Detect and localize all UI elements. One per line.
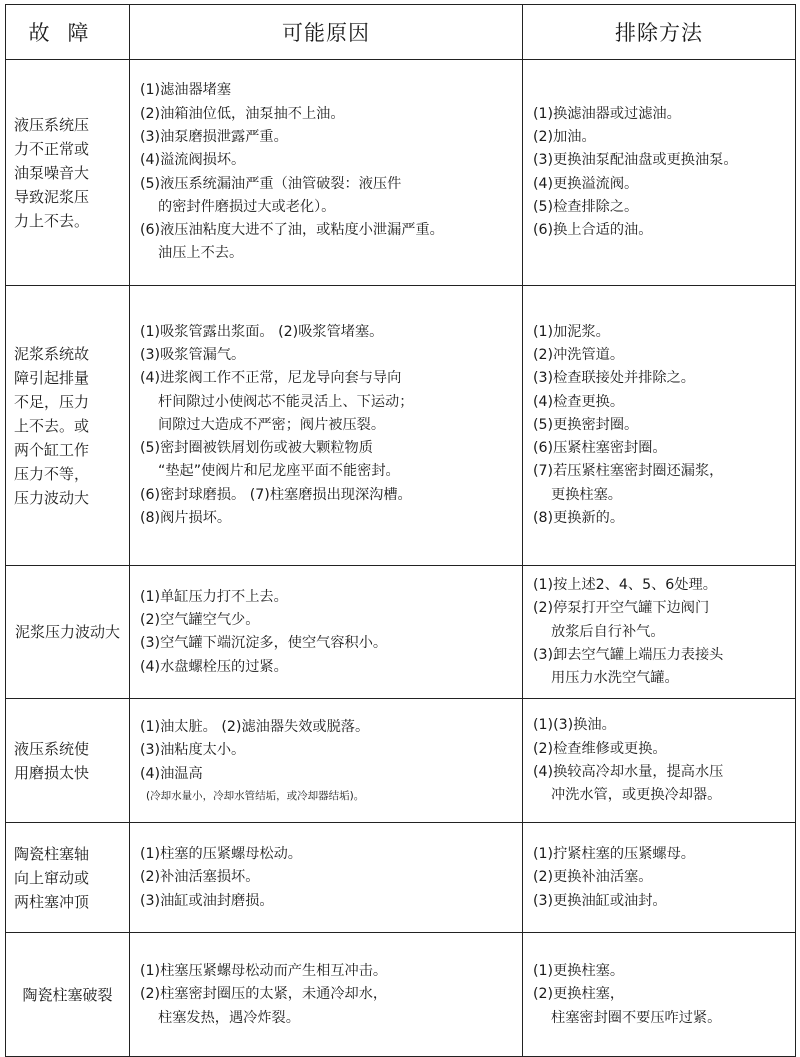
fault-text bbox=[15, 620, 120, 644]
cause-line: (2)柱塞密封圈压的太紧，未通冷却水， bbox=[140, 986, 388, 1003]
fix-cell bbox=[523, 823, 796, 933]
cause-line: (3)空气罐下端沉淀多，使空气容积小。 bbox=[140, 635, 388, 652]
fault-cell bbox=[6, 286, 130, 566]
fix-cell bbox=[523, 699, 796, 823]
cause-line: (4)进浆阀工作不正常，尼龙导向套与导向 bbox=[140, 370, 402, 387]
cause-line: 杆间隙过小使阀芯不能灵活上、下运动； bbox=[158, 393, 414, 410]
fault-line: 塞破裂 bbox=[67, 985, 113, 1004]
fault-line: 液压系统使 bbox=[14, 739, 90, 758]
fault-line: 向上窜动或 bbox=[14, 868, 90, 887]
fix-line: (2)更换柱塞， bbox=[533, 986, 625, 1003]
cause-line: (6)液压油粘度大进不了油，或粘度小泄漏严重。 bbox=[140, 222, 444, 239]
table-row bbox=[6, 699, 796, 823]
cause-line: (4)溢流阀损坏。 bbox=[140, 152, 246, 169]
header-row bbox=[6, 5, 796, 60]
cause-line: (5)液压系统漏油严重（油管破裂：液压件 bbox=[140, 175, 402, 192]
cause-line: (1)柱塞压紧螺母松动而产生相互冲击。 bbox=[140, 963, 388, 980]
fix-line: 放浆后自行补气。 bbox=[551, 623, 665, 640]
fault-line: 力不正常或 bbox=[14, 139, 90, 158]
cause-line: (3)油缸或油封磨损。 bbox=[140, 892, 274, 909]
fault-line: 压力不等， bbox=[14, 464, 90, 483]
troubleshooting-table bbox=[5, 4, 796, 1057]
fix-line: (4)更换溢流阀。 bbox=[533, 175, 639, 192]
fix-line: (2)冲洗管道。 bbox=[533, 346, 625, 363]
fix-cell bbox=[523, 286, 796, 566]
cause-line: (6)密封球磨损。 (7)柱塞磨损出现深沟槽。 bbox=[140, 486, 412, 503]
fault-text bbox=[22, 983, 112, 1007]
fix-line: (6)压紧柱塞密封圈。 bbox=[533, 440, 667, 457]
fault-cell bbox=[6, 699, 130, 823]
fault-line: 导致泥浆压 bbox=[14, 187, 90, 206]
fix-line: 柱塞密封圈不要压咋过紧。 bbox=[551, 1009, 722, 1026]
cause-cell bbox=[130, 286, 523, 566]
fix-line: (8)更换新的。 bbox=[533, 510, 625, 527]
cause-line: (2)油箱油位低，油泵抽不上油。 bbox=[140, 105, 345, 122]
fault-text bbox=[14, 113, 121, 233]
fix-line: (1)按上述2、4、5、6处理。 bbox=[533, 577, 717, 593]
cause-cell bbox=[130, 566, 523, 699]
fault-line: 两个缸工作 bbox=[14, 440, 90, 459]
fix-line: (1)更换柱塞。 bbox=[533, 963, 625, 980]
fix-line: 更换柱塞。 bbox=[551, 486, 622, 503]
fix-line: (2)停泵打开空气罐下边阀门 bbox=[533, 600, 710, 617]
fix-cell bbox=[523, 60, 796, 286]
fault-cell bbox=[6, 823, 130, 933]
cause-cell bbox=[130, 823, 523, 933]
fault-line: 上不去。或 bbox=[14, 416, 90, 435]
fault-line: 陶瓷柱 bbox=[22, 985, 68, 1004]
cause-line: (1)单缸压力打不上去。 bbox=[140, 588, 288, 605]
table-row bbox=[6, 823, 796, 933]
fix-line: (2)更换补油活塞。 bbox=[533, 869, 653, 886]
table-row bbox=[6, 286, 796, 566]
header-cause: 可能原因 bbox=[130, 5, 523, 60]
fix-line: (5)检查排除之。 bbox=[533, 198, 639, 215]
fix-line: (1)拧紧柱塞的压紧螺母。 bbox=[533, 846, 695, 863]
table-row bbox=[6, 933, 796, 1057]
cause-line: 间隙过大造成不严密；阀片被压裂。 bbox=[158, 416, 386, 433]
cause-line: “垫起”使阀片和尼龙座平面不能密封。 bbox=[158, 463, 400, 480]
cause-line: (4)油温高 bbox=[140, 765, 203, 782]
fix-line: (5)更换密封圈。 bbox=[533, 416, 639, 433]
fix-line: 冲洗水管，或更换冷却器。 bbox=[551, 787, 722, 804]
fault-cell bbox=[6, 933, 130, 1057]
cause-line: (1)吸浆管露出浆面。 (2)吸浆管堵塞。 bbox=[140, 323, 384, 340]
cause-line: (3)吸浆管漏气。 bbox=[140, 346, 246, 363]
fix-cell bbox=[523, 933, 796, 1057]
fix-line: (2)检查维修或更换。 bbox=[533, 740, 667, 757]
cause-line: (冷却水量小，冷却水管结垢，或冷却器结垢)。 bbox=[146, 789, 365, 802]
fix-line: 用压力水洗空气罐。 bbox=[551, 670, 679, 687]
cause-line: 的密封件磨损过大或老化）。 bbox=[158, 198, 336, 215]
fault-text bbox=[14, 842, 121, 914]
fix-line: (3)更换油缸或油封。 bbox=[533, 892, 667, 909]
fix-line: (7)若压紧柱塞密封圈还漏浆， bbox=[533, 463, 724, 480]
fault-cell bbox=[6, 60, 130, 286]
fault-line: 油泵噪音大 bbox=[14, 163, 90, 182]
fault-text bbox=[14, 737, 121, 785]
fix-line: (1)加泥浆。 bbox=[533, 323, 610, 340]
cause-line: (1)滤油器堵塞 bbox=[140, 82, 232, 99]
header-fault: 故障 bbox=[6, 5, 130, 60]
cause-cell bbox=[130, 699, 523, 823]
cause-line: (1)油太脏。 (2)滤油器失效或脱落。 bbox=[140, 719, 370, 736]
fault-line: 液压系统压 bbox=[14, 115, 90, 134]
cause-line: (1)柱塞的压紧螺母松动。 bbox=[140, 846, 302, 863]
cause-cell bbox=[130, 60, 523, 286]
fault-line: 压力波动大 bbox=[14, 488, 90, 507]
fault-line: 力上不去。 bbox=[14, 211, 90, 230]
fix-line: (3)更换油泵配油盘或更换油泵。 bbox=[533, 152, 738, 169]
fault-line: 用磨损太快 bbox=[14, 763, 90, 782]
fix-line: (4)检查更换。 bbox=[533, 393, 625, 410]
fault-line: 泥浆系统故 bbox=[14, 344, 90, 363]
fault-line: 陶瓷柱塞轴 bbox=[14, 844, 90, 863]
cause-line: (4)水盘螺栓压的过紧。 bbox=[140, 658, 288, 675]
cause-line: 柱塞发热，遇冷炸裂。 bbox=[158, 1009, 300, 1026]
cause-cell bbox=[130, 933, 523, 1057]
fault-line: 波动大 bbox=[75, 623, 121, 642]
fault-line: 泥浆压力 bbox=[14, 623, 75, 642]
cause-line: (8)阀片损坏。 bbox=[140, 510, 232, 527]
fix-line: (1)换滤油器或过滤油。 bbox=[533, 105, 681, 122]
table-row bbox=[6, 60, 796, 286]
fix-cell bbox=[523, 566, 796, 699]
table-row bbox=[6, 566, 796, 699]
cause-line: (2)空气罐空气少。 bbox=[140, 611, 260, 628]
cause-line: (3)油粘度太小。 bbox=[140, 742, 246, 759]
fix-line: (2)加油。 bbox=[533, 128, 596, 145]
fix-line: (1)(3)换油。 bbox=[533, 717, 616, 734]
fault-cell bbox=[6, 566, 130, 699]
fault-line: 障引起排量 bbox=[14, 368, 90, 387]
header-fix: 排除方法 bbox=[523, 5, 796, 60]
fault-line: 不足，压力 bbox=[14, 392, 90, 411]
fix-line: (3)检查联接处并排除之。 bbox=[533, 370, 695, 387]
fix-line: (4)换较高冷却水量，提高水压 bbox=[533, 763, 724, 780]
fault-text bbox=[14, 342, 121, 510]
cause-line: (5)密封圈被铁屑划伤或被大颗粒物质 bbox=[140, 440, 373, 457]
fault-line: 两柱塞冲顶 bbox=[14, 892, 90, 911]
cause-line: (2)补油活塞损坏。 bbox=[140, 869, 260, 886]
fix-line: (3)卸去空气罐上端压力表接头 bbox=[533, 646, 724, 663]
cause-line: (3)油泵磨损泄露严重。 bbox=[140, 128, 288, 145]
fix-line: (6)换上合适的油。 bbox=[533, 222, 653, 239]
cause-line: 油压上不去。 bbox=[158, 245, 244, 262]
